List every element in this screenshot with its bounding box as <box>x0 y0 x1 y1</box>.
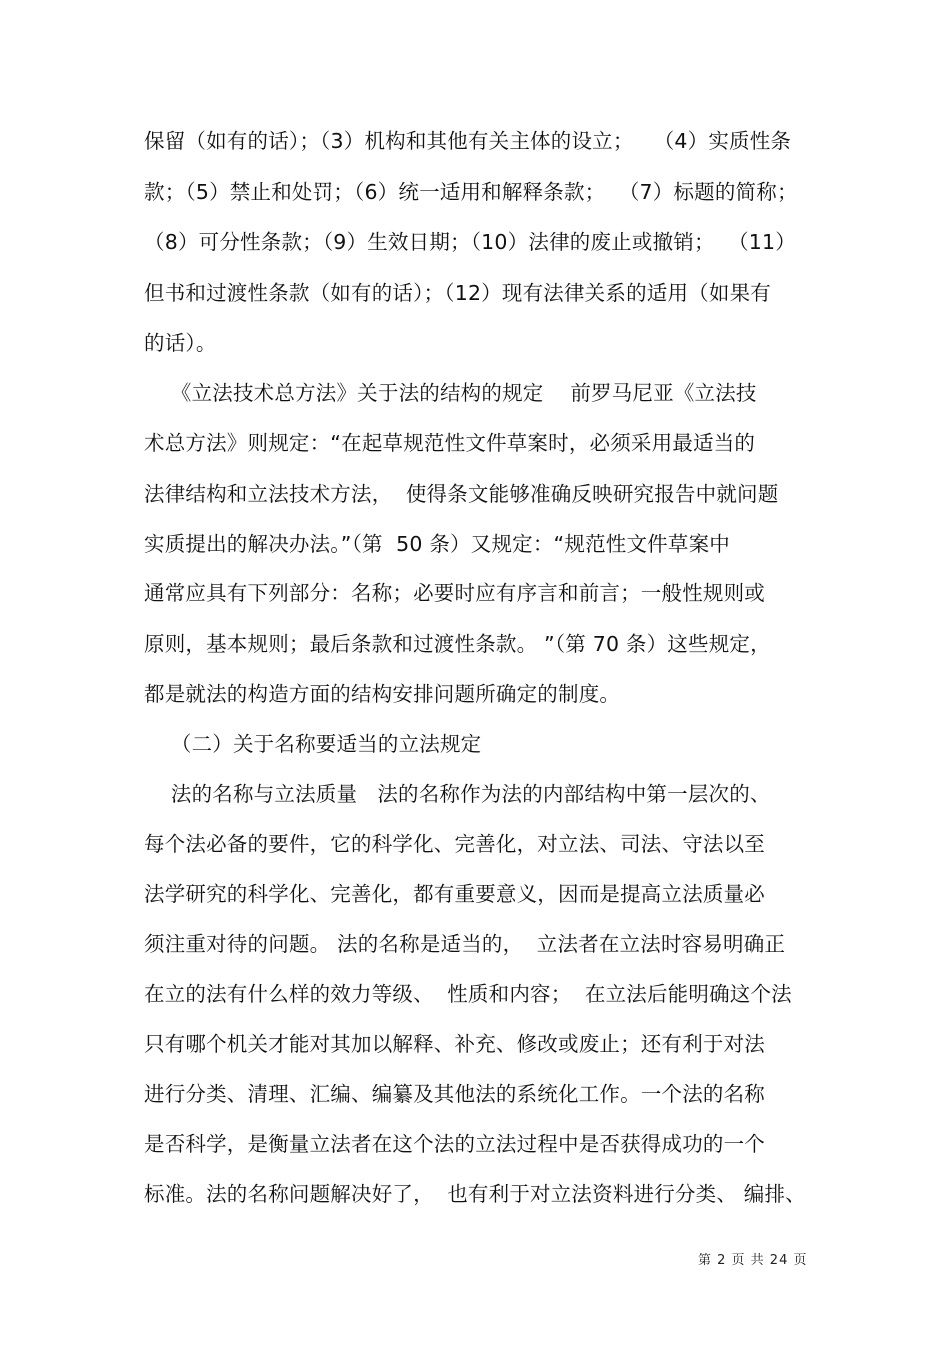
text-line: 法律结构和立法技术方法， 使得条文能够准确反映研究报告中就问题 <box>144 482 779 506</box>
text-line: 款；（5）禁止和处罚；（6）统一适用和解释条款； （7）标题的简称； <box>144 180 798 204</box>
text-line: 都是就法的构造方面的结构安排问题所确定的制度。 <box>144 682 621 706</box>
text-line: 每个法必备的要件，它的科学化、完善化，对立法、司法、守法以至 <box>144 832 765 856</box>
text-line: 的话）。 <box>144 331 217 355</box>
text-line: 须注重对待的问题。 法的名称是适当的， 立法者在立法时容易明确正 <box>144 932 786 956</box>
text-line: （8）可分性条款；（9）生效日期；（10）法律的废止或撤销； （11） <box>144 230 796 254</box>
text-line: 原则，基本规则；最后条款和过渡性条款。 ”（第 70 条）这些规定， <box>144 632 771 656</box>
text-line: 术总方法》则规定：“在起草规范性文件草案时，必须采用最适当的 <box>144 431 756 455</box>
text-line: 实质提出的解决办法。”（第 50 条）又规定：“规范性文件草案中 <box>144 532 730 556</box>
text-line: 标准。法的名称问题解决好了， 也有利于对立法资料进行分类、 编排、 <box>144 1182 806 1206</box>
section-heading: （二）关于名称要适当的立法规定 <box>144 732 482 756</box>
text-line: 通常应具有下列部分：名称；必要时应有序言和前言；一般性规则或 <box>144 581 765 605</box>
text-line: 法学研究的科学化、完善化，都有重要意义，因而是提高立法质量必 <box>144 882 765 906</box>
text-line: 法的名称与立法质量 法的名称作为法的内部结构中第一层次的、 <box>144 782 771 806</box>
text-line: 《立法技术总方法》关于法的结构的规定 前罗马尼亚《立法技 <box>144 381 757 405</box>
text-line: 进行分类、清理、汇编、编纂及其他法的系统化工作。一个法的名称 <box>144 1082 765 1106</box>
page-number-footer: 第 2 页 共 24 页 <box>698 1253 808 1268</box>
text-line: 在立的法有什么样的效力等级、 性质和内容； 在立法后能明确这个法 <box>144 982 792 1006</box>
text-line: 只有哪个机关才能对其加以解释、补充、修改或废止；还有利于对法 <box>144 1032 765 1056</box>
text-line: 保留（如有的话）；（3）机构和其他有关主体的设立； （4）实质性条 <box>144 129 792 153</box>
text-line: 是否科学，是衡量立法者在这个法的立法过程中是否获得成功的一个 <box>144 1132 765 1156</box>
text-line: 但书和过渡性条款（如有的话）；（12）现有法律关系的适用（如果有 <box>144 281 771 305</box>
